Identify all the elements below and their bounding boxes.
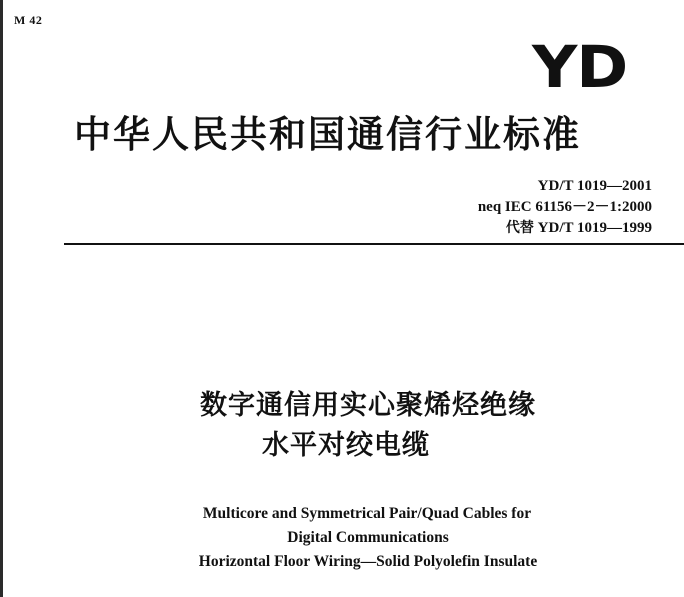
yd-logo: YD: [532, 33, 628, 101]
equivalence-prefix: neq: [477, 199, 502, 215]
replaces-label: 代替: [505, 220, 534, 236]
english-title-line1: Multicore and Symmetrical Pair/Quad Cables for: [202, 505, 532, 522]
replaces-standard: YD/T 1019—1999: [537, 220, 652, 236]
chinese-title-line2: 水平对绞电缆: [262, 430, 430, 461]
equivalence-line: [478, 197, 652, 218]
chinese-title-line1: 数字通信用实心聚烯烃绝缘: [200, 390, 536, 421]
classification-code: M 42: [14, 13, 43, 27]
standard-number: YD/T 1019—2001: [537, 178, 652, 194]
standard-codes: [478, 176, 652, 239]
english-title-line2: Digital Communications: [287, 529, 449, 546]
chinese-title: [0, 386, 684, 466]
org-title: 中华人民共和国通信行业标准: [74, 113, 581, 156]
header-divider: [64, 243, 684, 245]
replaces-line: [478, 218, 652, 239]
english-title-line3: Horizontal Floor Wiring—Solid Polyolefin Insulate: [198, 553, 538, 570]
equivalence-standard: IEC 61156－2－1:2000: [504, 199, 652, 215]
english-title: [0, 502, 684, 574]
